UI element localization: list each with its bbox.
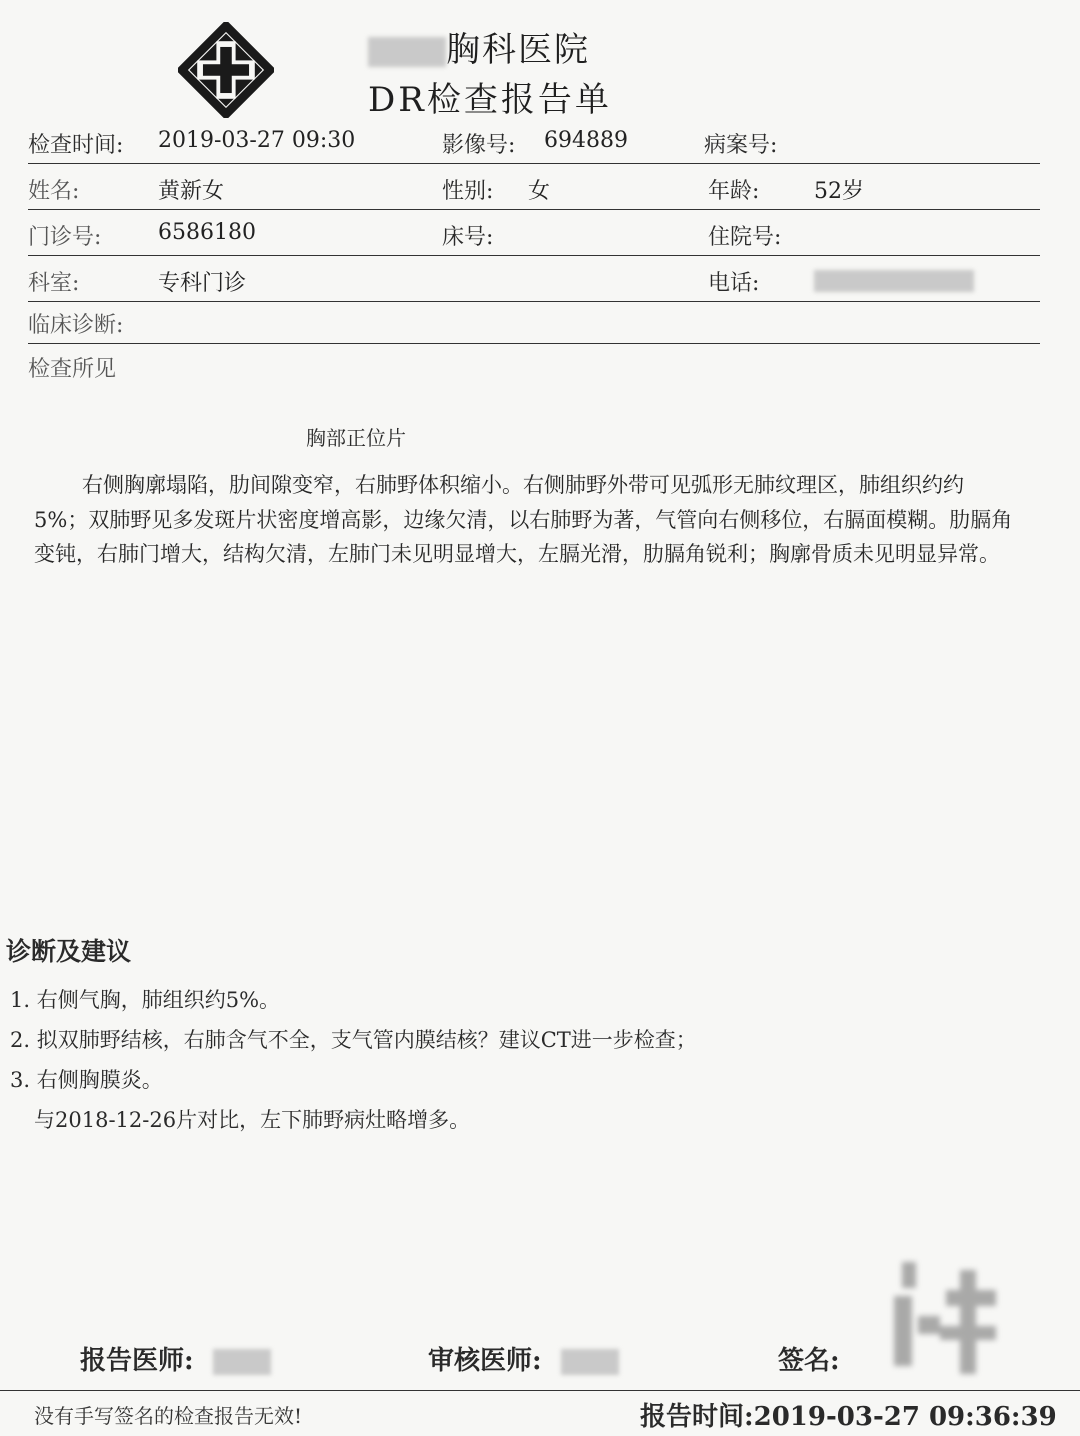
name-label: 姓名: [28, 179, 80, 204]
case-no-label: 病案号: [704, 133, 778, 158]
diagnosis-item: 与2018-12-26片对比，左下肺野病灶略增多。 [34, 1108, 471, 1132]
age-value: 52岁 [814, 179, 864, 204]
info-row-2 [28, 166, 1040, 210]
diagnosis-item: 1. 右侧气胸，肺组织约5%。 [10, 988, 281, 1012]
diagnosis-item: 3. 右侧胸膜炎。 [10, 1068, 163, 1092]
row-underline [28, 209, 1040, 210]
info-row-1 [28, 120, 1040, 164]
diagnosis-item: 2. 拟双肺野结核，右肺含气不全，支气管内膜结核？建议CT进一步检查； [10, 1028, 697, 1052]
findings-label: 检查所见 [28, 357, 117, 382]
hospital-cross-logo-icon [178, 22, 274, 118]
review-doctor-label: 审核医师: [428, 1346, 542, 1376]
dept-label: 科室: [28, 271, 80, 296]
inpatient-no-label: 住院号: [708, 225, 782, 250]
report-doctor-redacted [213, 1349, 271, 1375]
report-doctor-label: 报告医师: [80, 1346, 194, 1376]
findings-text: 右侧胸廓塌陷，肋间隙变窄，右肺野体积缩小。右侧肺野外带可见弧形无肺纹理区，肺组织约约5%；双肺野见多发斑片状密度增高影，边缘欠清，以右肺野为著，气管向右侧移位，右膈面模糊。肋膈角变钝，右肺门增大，结构欠清，左肺门未见明显增大，左膈光滑，肋膈角锐利；胸廓骨质未见明显异常。 [34, 473, 1013, 566]
info-row-4 [28, 258, 1040, 302]
exam-title: 胸部正位片 [306, 426, 406, 450]
hospital-name-text: 胸科医院 [446, 30, 590, 70]
image-no-label: 影像号: [442, 133, 516, 158]
footer-note: 没有手写签名的检查报告无效! [34, 1404, 303, 1428]
signature-field [778, 1340, 840, 1377]
exam-time-label: 检查时间: [28, 133, 124, 158]
info-row-6 [28, 344, 1040, 388]
report-time-label: 报告时间: [640, 1402, 754, 1432]
sex-label: 性别: [442, 179, 494, 204]
phone-label: 电话: [708, 271, 760, 296]
bed-no-label: 床号: [442, 225, 494, 250]
outpatient-no-label: 门诊号: [28, 225, 102, 250]
row-underline [28, 163, 1040, 164]
dept-value: 专科门诊 [158, 271, 247, 296]
report-doctor [80, 1340, 271, 1377]
outpatient-no-value: 6586180 [158, 220, 256, 245]
report-title: DR检查报告单 [368, 80, 612, 120]
exam-time-value: 2019-03-27 09:30 [158, 128, 356, 153]
redacted-hospital-prefix [368, 37, 446, 67]
info-row-3 [28, 212, 1040, 256]
image-no-value: 694889 [544, 128, 628, 153]
diagnosis-heading: 诊断及建议 [6, 937, 132, 966]
review-doctor-redacted [561, 1349, 619, 1375]
diagnosis-list [10, 980, 697, 1140]
row-underline [28, 255, 1040, 256]
name-value: 黄新女 [158, 179, 225, 204]
handwritten-signature-redacted [888, 1256, 1008, 1382]
report-time [640, 1396, 1057, 1433]
sex-value: 女 [528, 179, 551, 204]
review-doctor [428, 1340, 619, 1377]
phone-redacted [814, 268, 974, 293]
hospital-name [368, 22, 590, 71]
report-time-value: 2019-03-27 09:36:39 [753, 1402, 1057, 1432]
signature-label: 签名: [778, 1346, 840, 1376]
clinical-dx-label: 临床诊断: [28, 313, 124, 338]
age-label: 年龄: [708, 179, 760, 204]
footer-divider [0, 1390, 1080, 1391]
info-row-5 [28, 300, 1040, 344]
